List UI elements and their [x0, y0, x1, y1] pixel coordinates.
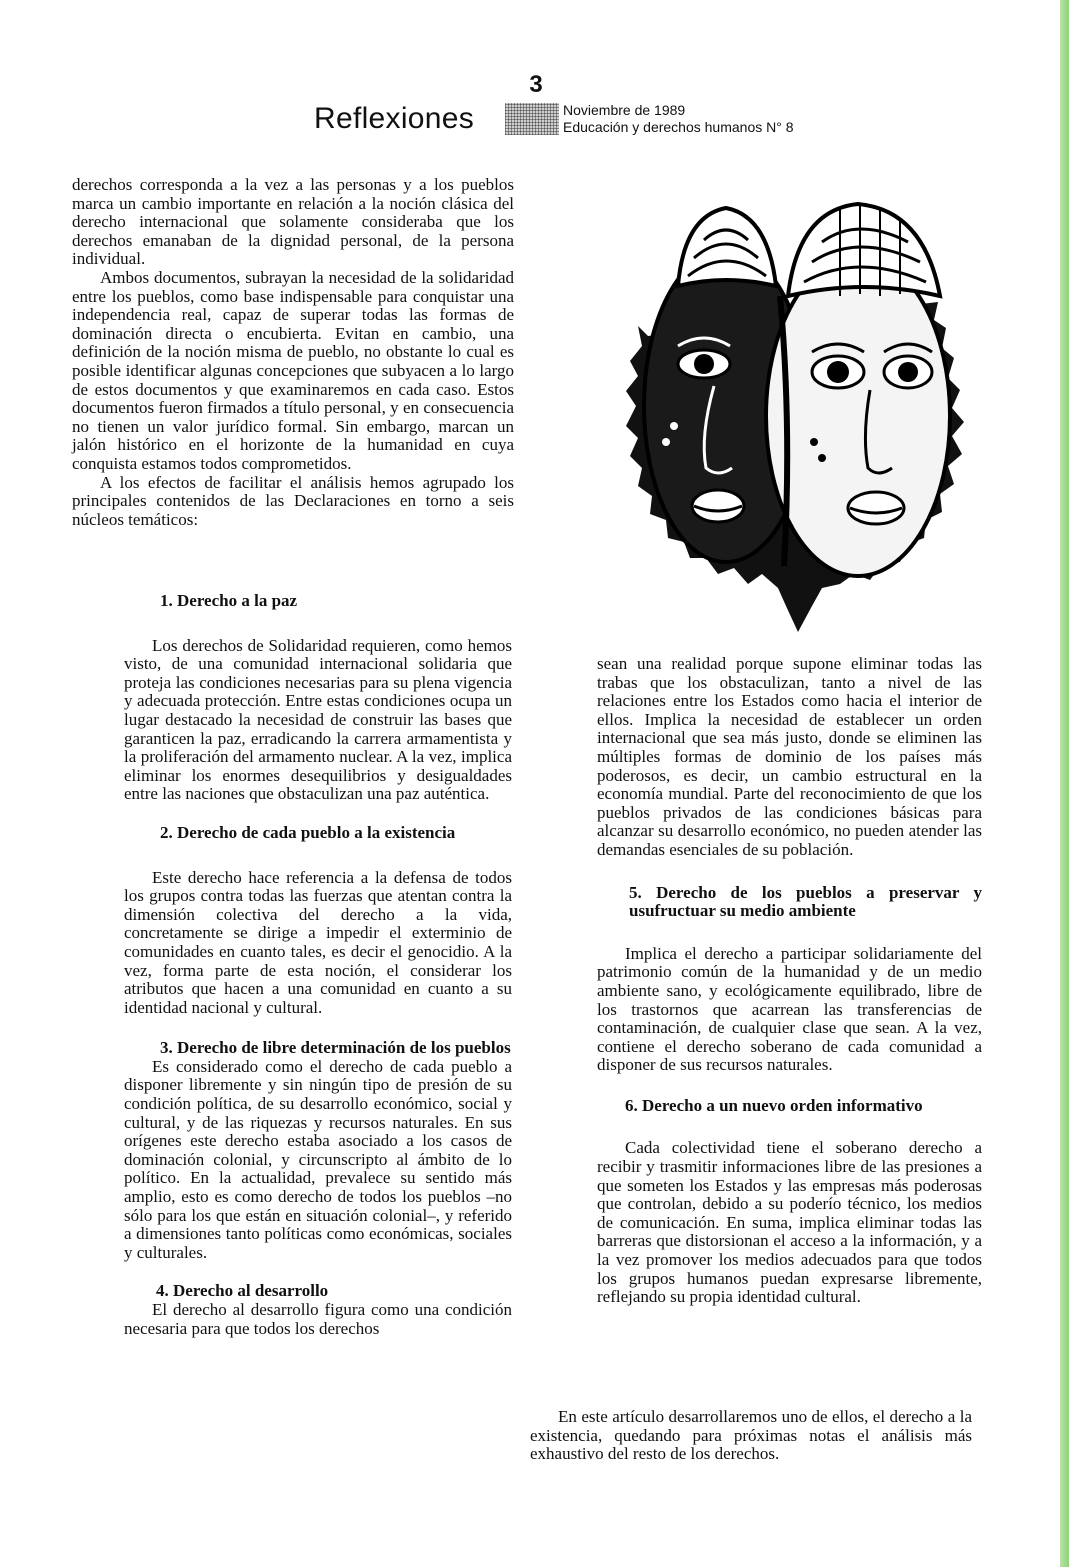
header-pattern-block: [505, 103, 559, 135]
publication-title: Reflexiones: [314, 102, 475, 135]
section-4-continuation: sean una realidad porque supone eliminar todas las trabas que los obstaculizan, tanto a nivel de las relaciones entre los Estados como hacia el interior de ellos. Implica la necesidad de establecer un orden internacional que sea más justo, donde se eliminen las múltiples formas de dominio de los países más poderosos, es decir, un cambio estructural en la economía mundial. Parte del reconocimiento de que los pueblos privados de las condiciones básicas para alcanzar su desarrollo económico, no pueden atender las demandas esenciales de su población.: [597, 654, 982, 859]
section-1-heading: 1. Derecho a la paz: [160, 591, 298, 610]
twin-mask-illustration: [608, 186, 976, 638]
section-5-body: Implica el derecho a participar solidariamente del patrimonio común de la humanidad y de un medio ambiente sano, y ecológicamente equilibrado, libre de los trastornos que acarrean las transferencias de contaminación, de cualquier clase que sean. A la vez, contiene el derecho soberano de cada comunidad a disponer de sus recursos naturales.: [597, 943, 982, 1075]
section-6-heading: 6. Derecho a un nuevo orden informativo: [625, 1095, 923, 1115]
intro-paragraph-2: Ambos documentos, subrayan la necesidad de la solidaridad entre los pueblos, como base indispensable para conquistar una independencia real, capaz de superar todas las formas de dominación directa o encubierta. Evitan en cambio, una definición de la noción misma de pueblo, no obstante lo cual es posible identificar algunas concepciones que subyacen a lo largo de estos documentos y que examinaremos en cada caso. Estos documentos fueron firmados a título personal, y en consecuencia no tienen un valor jurídico formal. Sin embargo, marcan un jalón histórico en el horizonte de la humanidad en cuya conquista estamos todos comprometidos.: [72, 267, 514, 473]
section-5-heading: 5. Derecho de los pueblos a preservar y usufructuar su medio ambiente: [629, 882, 982, 921]
section-4-body: El derecho al desarrollo figura como una condición necesaria para que todos los derechos: [124, 1300, 512, 1338]
section-2-body: Este derecho hace referencia a la defensa de todos los grupos contra todas las fuerzas que atentan contra la dimensión colectiva del derecho a la vida, concretamente se dirige a impedir el exterminio de comunidades en cuanto tales, es decir el genocidio. A la vez, forma parte de esta noción, el considerar los atributos que hacen a una comunidad en cuanto a su identidad nacional y cultural.: [124, 867, 512, 1017]
section-2-heading: 2. Derecho de cada pueblo a la existencia: [160, 822, 456, 842]
closing-paragraph: [530, 1408, 972, 1464]
right-column: [597, 655, 982, 1307]
section-1-body: Los derechos de Solidaridad requieren, como hemos visto, de una comunidad internacional solidaria que proteja las condiciones necesarias para su plena vigencia y adecuada protección. Entre estas condiciones ocupa un lugar destacado la necesidad de construir las bases que garanticen la paz, erradicando la carrera armamentista y la proliferación del armamento nuclear. A la vez, implica eliminar los enormes desequilibrios y desigualdades entre las naciones que obstaculizan una paz auténtica.: [124, 635, 512, 804]
page-edge: [1060, 0, 1069, 1567]
page-number: 3: [529, 71, 543, 98]
intro-column: [72, 176, 514, 529]
closing-text: En este artículo desarrollaremos uno de ellos, el derecho a la existencia, quedando para próximas notas el análisis más exhaustivo del resto de los derechos.: [530, 1407, 972, 1464]
header-meta: [563, 102, 794, 136]
issue-date: Noviembre de 1989: [563, 102, 686, 118]
left-sections-column: [124, 592, 512, 1338]
intro-paragraph-1: derechos corresponda a la vez a las personas y a los pueblos marca un cambio importante en relación a la noción clásica del derecho internacional que solamente consideraba que los derechos emanaban de la dignidad personal, de la persona individual.: [72, 175, 514, 269]
section-6-body: Cada colectividad tiene el soberano derecho a recibir y trasmitir informaciones libre de las presiones a que someten los Estados y las empresas más poderosas que controlan, debido a su poderío técnico, los medios de comunicación. En suma, implica eliminar todas las barreras que distorsionan el acceso a la información, y a la vez promover los medios adecuados para que todos los grupos humanos puedan expresarse libremente, reflejando su propia identidad cultural.: [597, 1138, 982, 1307]
section-4-heading: 4. Derecho al desarrollo: [156, 1281, 329, 1301]
section-3-body: Es considerado como el derecho de cada pueblo a disponer libremente y sin ningún tipo de presión de su condición política, de su desarrollo económico, social y cultural, y de las riquezas y recursos naturales. En sus orígenes este derecho estaba asociado a los casos de dominación colonial, y circunscripto al ámbito de lo político. En la actualidad, prevalece su sentido más amplio, esto es como derecho de todos los pueblos –no sólo para los que están en situación colonial–, y referido a dimensiones tanto políticas como económicas, sociales y culturales.: [124, 1056, 512, 1262]
intro-paragraph-3: A los efectos de facilitar el análisis hemos agrupado los principales contenidos de las Declaraciones en torno a seis núcleos temáticos:: [72, 472, 514, 529]
issue-title: Educación y derechos humanos N° 8: [563, 119, 794, 135]
twin-mask-icon: [608, 186, 976, 638]
section-3-heading: 3. Derecho de libre determinación de los pueblos: [160, 1038, 511, 1058]
